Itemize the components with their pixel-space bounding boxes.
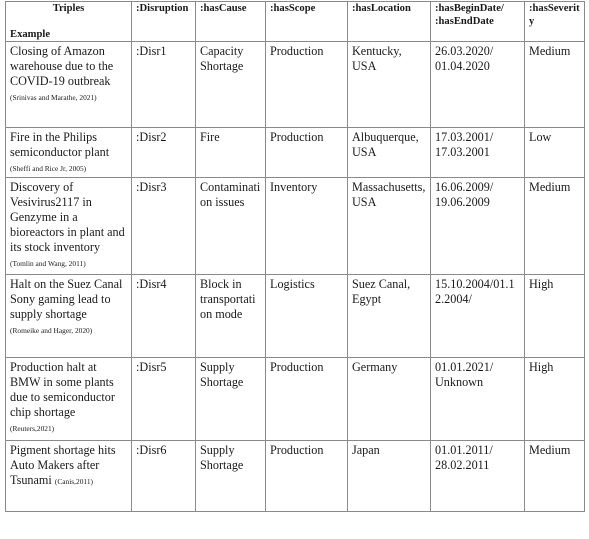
table-row xyxy=(6,358,585,441)
table-header-row xyxy=(6,2,585,42)
header-has-severity: :hasSeverity xyxy=(525,2,585,42)
table-row xyxy=(6,275,585,358)
example-cell xyxy=(6,178,132,275)
disruption-cell: :Disr2 xyxy=(132,128,196,178)
example-cell xyxy=(6,275,132,358)
cause-cell: Capacity Shortage xyxy=(196,42,266,128)
scope-cell: Production xyxy=(266,441,348,512)
header-example: Example xyxy=(10,28,51,40)
severity-cell: Medium xyxy=(525,441,585,512)
location-cell: Japan xyxy=(348,441,431,512)
header-disruption: :Disruption xyxy=(132,2,196,42)
dates-cell: 16.06.2009/ 19.06.2009 xyxy=(431,178,525,275)
citation: (Tomlin and Wang, 2011) xyxy=(10,259,86,268)
location-cell: Massachusetts, USA xyxy=(348,178,431,275)
example-text: Pigment shortage hits Auto Makers after Tsunami xyxy=(10,443,116,487)
citation: (Romeike and Hager, 2020) xyxy=(10,326,93,335)
example-cell xyxy=(6,42,132,128)
location-cell: Germany xyxy=(348,358,431,441)
table-row xyxy=(6,178,585,275)
cause-cell: Contamination issues xyxy=(196,178,266,275)
example-text: Production halt at BMW in some plants due to semiconductor chip shortage xyxy=(10,360,115,419)
disruption-cell: :Disr3 xyxy=(132,178,196,275)
table-row xyxy=(6,441,585,512)
example-cell xyxy=(6,441,132,512)
header-has-begin-end-date: :hasBeginDate/ :hasEndDate xyxy=(431,2,525,42)
dates-cell: 17.03.2001/ 17.03.2001 xyxy=(431,128,525,178)
table-row xyxy=(6,42,585,128)
dates-cell: 01.01.2021/ Unknown xyxy=(431,358,525,441)
example-text: Fire in the Philips semiconductor plant xyxy=(10,130,110,159)
cause-cell: Supply Shortage xyxy=(196,441,266,512)
disruption-cell: :Disr4 xyxy=(132,275,196,358)
location-cell: Albuquerque, USA xyxy=(348,128,431,178)
citation: (Canis,2011) xyxy=(54,477,93,486)
dates-cell: 15.10.2004/01.12.2004/ xyxy=(431,275,525,358)
cause-cell: Fire xyxy=(196,128,266,178)
cause-cell: Supply Shortage xyxy=(196,358,266,441)
scope-cell: Logistics xyxy=(266,275,348,358)
example-text: Halt on the Suez Canal Sony gaming lead to supply shortage xyxy=(10,277,123,321)
disruption-cell: :Disr1 xyxy=(132,42,196,128)
scope-cell: Production xyxy=(266,358,348,441)
severity-cell: Low xyxy=(525,128,585,178)
scope-cell: Inventory xyxy=(266,178,348,275)
location-cell: Suez Canal, Egypt xyxy=(348,275,431,358)
header-has-scope: :hasScope xyxy=(266,2,348,42)
header-triples: Triples xyxy=(52,3,85,14)
severity-cell: Medium xyxy=(525,178,585,275)
dates-cell: 26.03.2020/ 01.04.2020 xyxy=(431,42,525,128)
header-has-location: :hasLocation xyxy=(348,2,431,42)
severity-cell: High xyxy=(525,358,585,441)
example-text: Discovery of Vesivirus2117 in Genzyme in a bioreactors in plant and its stock inventory xyxy=(10,180,125,254)
citation: (Reuters,2021) xyxy=(10,424,55,433)
citation: (Srinivas and Marathe, 2021) xyxy=(10,93,97,102)
citation: (Sheffi and Rice Jr, 2005) xyxy=(10,164,87,173)
header-triples-example xyxy=(6,2,132,42)
cause-cell: Block in transportation mode xyxy=(196,275,266,358)
scope-cell: Production xyxy=(266,128,348,178)
disruption-cell: :Disr5 xyxy=(132,358,196,441)
disruption-cell: :Disr6 xyxy=(132,441,196,512)
scope-cell: Production xyxy=(266,42,348,128)
header-has-cause: :hasCause xyxy=(196,2,266,42)
example-cell xyxy=(6,128,132,178)
severity-cell: High xyxy=(525,275,585,358)
table-row xyxy=(6,128,585,178)
severity-cell: Medium xyxy=(525,42,585,128)
example-cell xyxy=(6,358,132,441)
dates-cell: 01.01.2011/ 28.02.2011 xyxy=(431,441,525,512)
triples-table xyxy=(5,1,585,512)
location-cell: Kentucky, USA xyxy=(348,42,431,128)
example-text: Closing of Amazon warehouse due to the COVID-19 outbreak xyxy=(10,44,114,88)
